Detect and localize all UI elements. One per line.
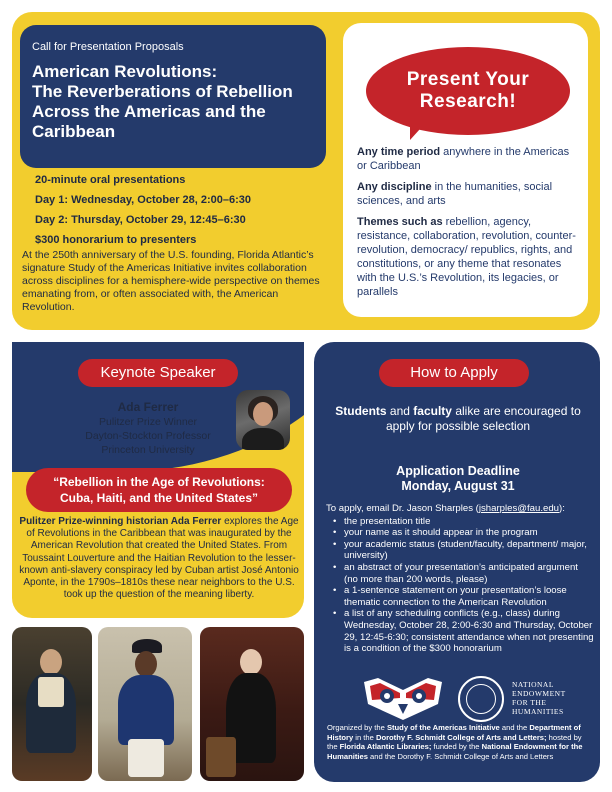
speaker-line-1: Pulitzer Prize Winner: [98, 416, 198, 428]
speech-bubble: [366, 47, 570, 135]
title-line-4: Caribbean: [32, 122, 116, 141]
criteria-time: Any time period anywhere in the Americas or Caribbean: [357, 146, 570, 172]
historical-portrait-2: [98, 627, 192, 781]
keynote-heading: Keynote Speaker: [78, 359, 238, 387]
credits-text: Organized by the Study of the Americas Initiative and the Department of History in the Dorothy F. Schmidt College of Arts and Letters; hosted by the Florida Atlantic Libraries; funded by the National Endowment for the Humanities and the Dorothy F. Schmidt College of Arts and Letters: [327, 723, 583, 761]
sponsor-logos: [360, 674, 590, 724]
day2-text: Day 2: Thursday, October 29, 12:45–6:30: [35, 214, 246, 226]
intro-paragraph: At the 250th anniversary of the U.S. founding, Florida Atlantic’s signature Study of the Americas Initiative invites collaboration across disciplines for a hemisphere-wide perspective on themes emanating from, or often associated with, the American Revolution.: [22, 249, 320, 313]
list-item: • a 1-sentence statement on your presentation’s loose thematic connection to the American Revolution: [344, 585, 594, 608]
lecture-line-2: Cuba, Haiti, and the United States”: [59, 491, 259, 505]
deadline-date: Monday, August 31: [401, 479, 515, 493]
speech-bubble-tail: [410, 118, 430, 140]
kicker-text: Call for Presentation Proposals: [32, 41, 184, 53]
historical-portrait-3: [200, 627, 304, 781]
criteria-list: [357, 145, 577, 306]
list-item: • an abstract of your presentation’s anticipated argument (no more than 200 words, please): [344, 562, 594, 585]
honorarium-text: $300 honorarium to presenters: [35, 234, 197, 246]
apply-heading: How to Apply: [379, 359, 529, 387]
speaker-line-3: Princeton University: [101, 444, 195, 456]
keynote-description: Pulitzer Prize-winning historian Ada Ferrer explores the Age of Revolutions in the Caribbean that was inaugurated by the American Revolution that created the United States. From Toussaint Louverture and the Haitian Revolution to the lesser-known anti-slavery conspiracy led by Cuban artist José Antonio Aponte, in the 1790s–1810s these near neighbors to the U.S. took up the question of the meaning liberty.: [19, 516, 299, 601]
bubble-line-2: Research!: [419, 91, 517, 112]
apply-instructions: [326, 503, 594, 655]
event-details: [35, 170, 251, 250]
title-line-1: American Revolutions:: [32, 62, 218, 81]
apply-lead: Students and faculty alike are encouraged to apply for possible selection: [335, 404, 581, 433]
title-line-2: The Reverberations of Rebellion: [32, 82, 293, 101]
neh-wordmark: NATIONAL ENDOWMENT FOR THE HUMANITIES: [512, 680, 566, 716]
criteria-themes: Themes such as rebellion, agency, resistance, collaboration, revolution, counter-revolution, democracy/ republics, rights, and constitutions, or any theme that resonates with the U.S.’s Revolution, its legacies, or parallels: [357, 216, 576, 298]
speaker-info: [68, 400, 228, 457]
historical-portrait-1: [12, 627, 92, 781]
speaker-name: Ada Ferrer: [117, 400, 179, 414]
lecture-title: [26, 468, 292, 512]
list-item: • the presentation title: [344, 516, 594, 528]
lecture-line-1: “Rebellion in the Age of Revolutions:: [53, 475, 265, 489]
day1-text: Day 1: Wednesday, October 28, 2:00–6:30: [35, 194, 252, 206]
title-line-3: Across the Americas and the: [32, 102, 266, 121]
fau-owl-logo: [360, 674, 446, 722]
email-line: To apply, email Dr. Jason Sharples (jsharples@fau.edu):: [326, 503, 565, 514]
list-item: • a list of any scheduling conflicts (e.g., class) during Wednesday, October 28, 2:00-6:30 and Thursday, October 29, 12:45-6:30; consistent attendance when not presenting is a condition of the $300 honorarium: [344, 608, 594, 654]
format-text: 20-minute oral presentations: [35, 174, 186, 186]
criteria-discipline: Any discipline in the humanities, social sciences, and arts: [357, 181, 553, 207]
requirements-list: [326, 516, 594, 655]
speaker-line-2: Dayton-Stockton Professor: [85, 430, 211, 442]
list-item: • your academic status (student/faculty, department/ major, university): [344, 539, 594, 562]
speaker-photo: [236, 390, 290, 450]
neh-seal-icon: [458, 676, 504, 722]
deadline-label: Application Deadline: [396, 464, 520, 478]
list-item: • your name as it should appear in the program: [344, 527, 594, 539]
bubble-line-1: Present Your: [406, 69, 530, 90]
email-link[interactable]: jsharples@fau.edu: [478, 503, 560, 514]
page-title: [32, 62, 326, 142]
title-box: [20, 25, 326, 168]
application-deadline: [330, 464, 586, 494]
bubble-text: [407, 69, 530, 113]
